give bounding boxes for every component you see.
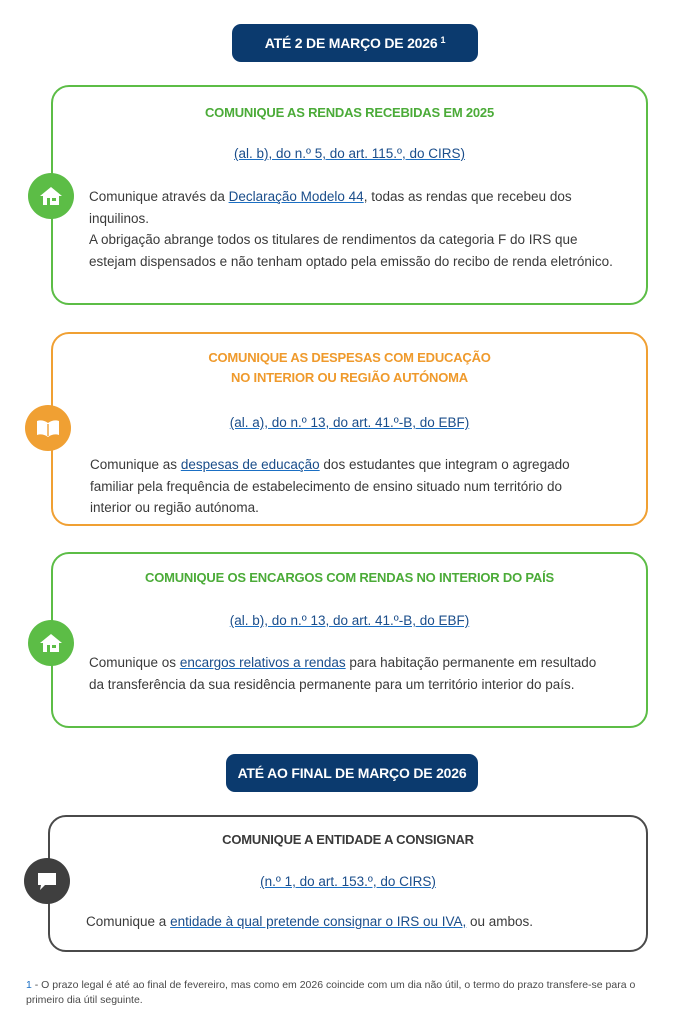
card-title: COMUNIQUE AS RENDAS RECEBIDAS EM 2025 <box>204 105 494 120</box>
card-body: Comunique os encargos relativos a rendas para habitação permanente em resultado da transferência da sua residência permanente para um território interior do país. <box>89 655 597 692</box>
legal-reference[interactable]: (al. a), do n.º 13, do art. 41.º-B, do EBF) <box>229 415 470 430</box>
rent-charges-link[interactable]: encargos relativos a rendas <box>179 655 346 670</box>
footnote: 1 - O prazo legal é até ao final de fevereiro, mas como em 2026 coincide com um dia não útil, o termo do prazo transfere-se para o primeiro dia útil seguinte. <box>26 979 636 1006</box>
deadline-badge-march-2 <box>232 24 478 62</box>
card-consignment-entity <box>48 815 648 952</box>
deadline-label: ATÉ AO FINAL DE MARÇO DE 2026 <box>237 765 467 781</box>
card-rents-received <box>51 85 648 305</box>
modelo-44-link[interactable]: Declaração Modelo 44 <box>228 189 364 204</box>
card-body: Comunique a entidade à qual pretende consignar o IRS ou IVA, ou ambos. <box>86 914 534 929</box>
house-icon <box>28 173 74 219</box>
card-title: COMUNIQUE A ENTIDADE A CONSIGNAR <box>222 832 474 847</box>
card-title: COMUNIQUE OS ENCARGOS COM RENDAS NO INTERIOR DO PAÍS <box>145 570 554 585</box>
deadline-badge-end-march <box>226 754 478 792</box>
card-rent-charges-interior <box>51 552 648 728</box>
speech-bubble-icon <box>24 858 70 904</box>
card-body: Comunique através da Declaração Modelo 44, todas as rendas que recebeu dos inquilinos. A obrigação abrange todos os titulares de rendimentos da categoria F do IRS que estejam dispensados e não tenham optado pela emissão do recibo de renda eletrónico. <box>89 189 613 269</box>
footnote-marker: 1 <box>440 35 446 45</box>
legal-reference[interactable]: (al. b), do n.º 5, do art. 115.º, do CIRS) <box>234 146 465 161</box>
house-icon <box>28 620 74 666</box>
card-title: COMUNIQUE AS DESPESAS COM EDUCAÇÃO NO INTERIOR OU REGIÃO AUTÓNOMA <box>208 350 491 385</box>
card-body: Comunique as despesas de educação dos estudantes que integram o agregado familiar pela frequência de estabelecimento de ensino situado num território do interior ou região autónoma. <box>90 457 570 515</box>
legal-reference[interactable]: (n.º 1, do art. 153.º, do CIRS) <box>260 874 436 889</box>
card-education-expenses <box>51 332 648 526</box>
consignment-entity-link[interactable]: entidade à qual pretende consignar o IRS ou IVA, <box>170 914 467 929</box>
deadline-label: ATÉ 2 DE MARÇO DE 2026 <box>264 35 438 51</box>
education-expenses-link[interactable]: despesas de educação <box>180 457 320 472</box>
legal-reference[interactable]: (al. b), do n.º 13, do art. 41.º-B, do EBF) <box>229 613 470 628</box>
open-book-icon <box>25 405 71 451</box>
